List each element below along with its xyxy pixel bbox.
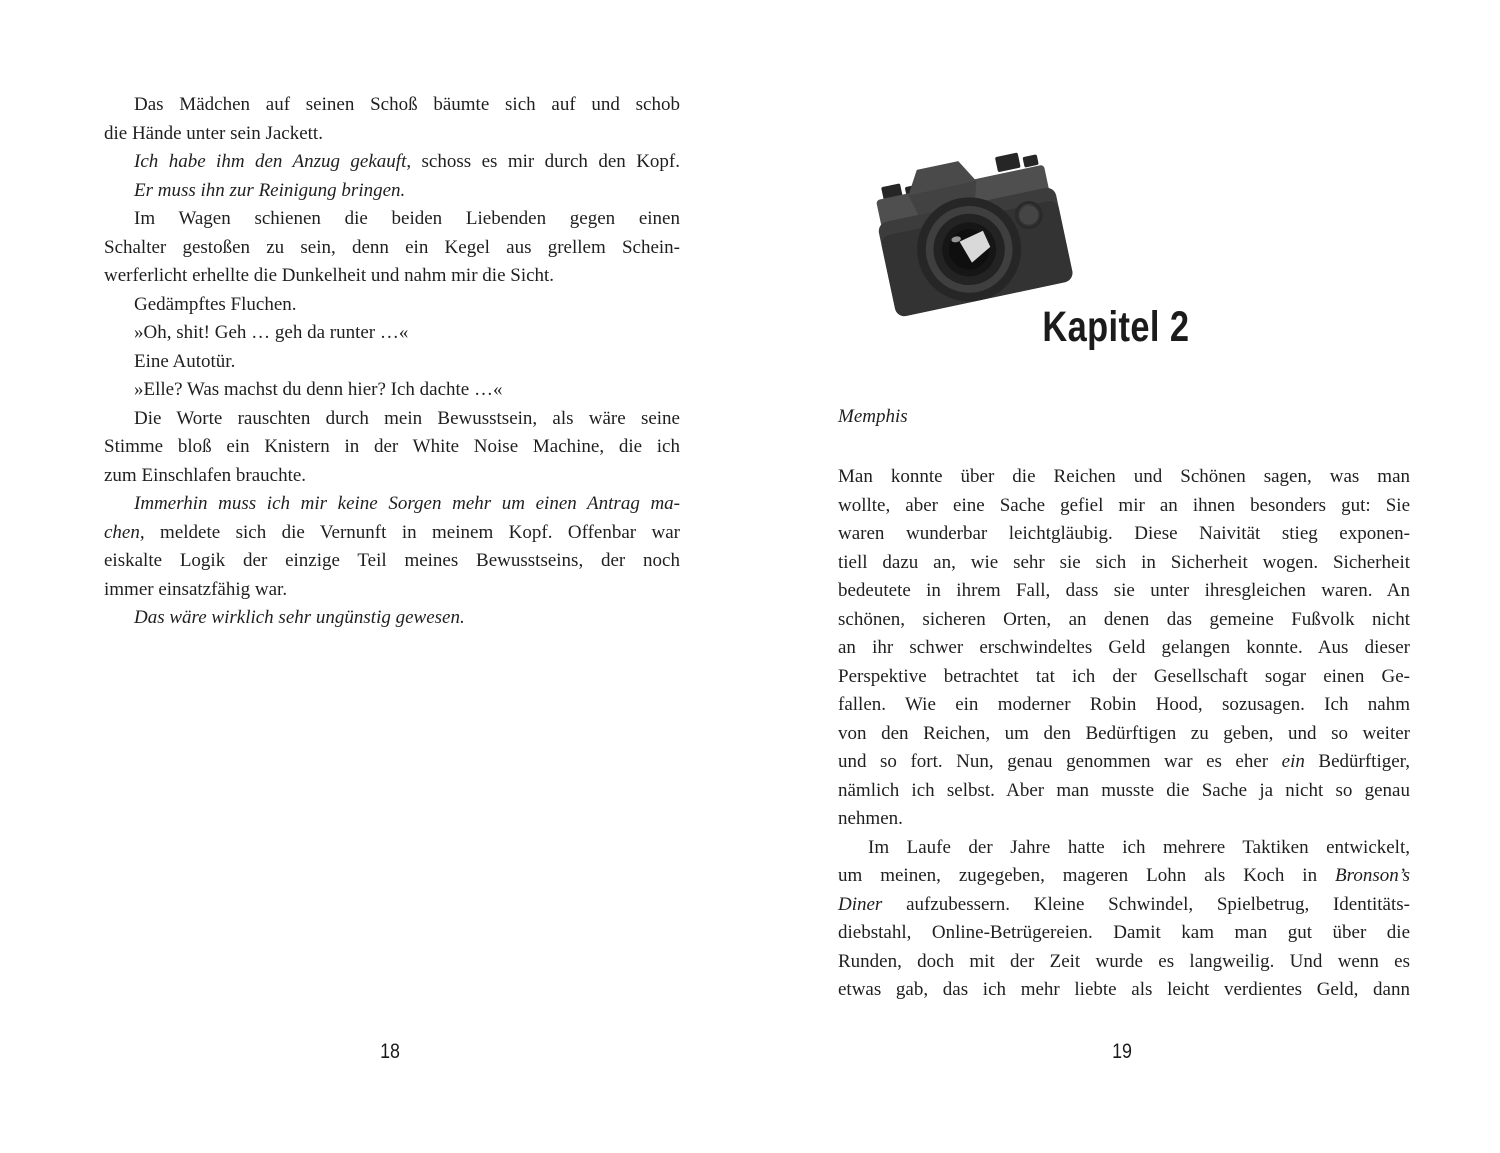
text-line bbox=[838, 948, 1410, 977]
text-line bbox=[838, 663, 1410, 692]
text-line bbox=[838, 748, 1410, 777]
text-segment: eiskalte Logik der einzige Teil meines Bewusstseins, der noch bbox=[104, 550, 680, 571]
text-segment: Eine Autotür. bbox=[134, 350, 236, 372]
text-segment-italic: Bronson’s bbox=[1335, 865, 1410, 886]
text-line bbox=[104, 148, 680, 177]
text-line bbox=[104, 604, 680, 633]
text-segment: Man konnte über die Reichen und Schönen sagen, was man bbox=[838, 466, 1410, 487]
text-segment: etwas gab, das ich mehr liebte als leicht verdientes Geld, dann bbox=[838, 979, 1410, 1000]
text-segment: Gedämpftes Fluchen. bbox=[134, 293, 297, 315]
text-line bbox=[838, 520, 1410, 549]
left-page-text bbox=[104, 91, 680, 633]
camera-knob bbox=[1022, 154, 1038, 167]
text-line bbox=[104, 348, 680, 377]
text-segment-italic: Das wäre wirklich sehr ungünstig gewesen. bbox=[134, 607, 465, 628]
text-line bbox=[838, 976, 1410, 1005]
text-segment: an ihr schwer erschwindeltes Geld gelangen konnte. Aus dieser bbox=[838, 637, 1410, 658]
text-line bbox=[104, 262, 680, 291]
text-line bbox=[838, 634, 1410, 663]
text-segment: Perspektive betrachtet tat ich der Gesellschaft sogar einen Ge- bbox=[838, 665, 1410, 687]
text-line bbox=[104, 519, 680, 548]
text-line bbox=[838, 891, 1410, 920]
text-line bbox=[104, 462, 680, 491]
text-line bbox=[838, 862, 1410, 891]
text-segment-italic: ein bbox=[1281, 751, 1305, 772]
text-line bbox=[104, 319, 680, 348]
text-segment: fallen. Wie ein moderner Robin Hood, sozusagen. Ich nahm bbox=[838, 694, 1410, 715]
text-segment: um meinen, zugegeben, mageren Lohn als Koch in bbox=[838, 865, 1336, 886]
text-segment: nämlich ich selbst. Aber man musste die Sache ja nicht so genau bbox=[838, 779, 1410, 801]
text-segment: Das Mädchen auf seinen Schoß bäumte sich auf und schob bbox=[134, 94, 680, 115]
text-segment: , meldete sich die Vernunft in meinem Kopf. Offenbar war bbox=[139, 521, 680, 543]
text-segment: Die Worte rauschten durch mein Bewusstsein, als wäre seine bbox=[134, 407, 680, 429]
text-segment: werferlicht erhellte die Dunkelheit und nahm mir die Sicht. bbox=[104, 265, 555, 286]
text-line bbox=[838, 577, 1410, 606]
text-line bbox=[838, 919, 1410, 948]
text-segment: Im Wagen schienen die beiden Liebenden gegen einen bbox=[134, 208, 680, 229]
text-line bbox=[104, 120, 680, 149]
text-line bbox=[838, 606, 1410, 635]
text-line bbox=[104, 177, 680, 206]
text-segment: Im Laufe der Jahre hatte ich mehrere Taktiken entwickelt, bbox=[868, 836, 1410, 858]
text-segment: diebstahl, Online-Betrügereien. Damit kam man gut über die bbox=[838, 922, 1410, 943]
text-segment: »Elle? Was machst du denn hier? Ich dachte …« bbox=[134, 379, 503, 400]
text-segment: waren wunderbar leichtgläubig. Diese Naivität stieg exponen- bbox=[838, 523, 1410, 544]
text-segment: wollte, aber eine Sache gefiel mir an ihnen besonders gut: Sie bbox=[838, 494, 1410, 516]
text-segment: Stimme bloß ein Knistern in der White Noise Machine, die ich bbox=[104, 436, 680, 457]
page-number-right: 19 bbox=[1112, 1040, 1132, 1063]
text-line bbox=[104, 205, 680, 234]
camera-illustration bbox=[866, 146, 1078, 324]
chapter-heading: Kapitel 2 bbox=[1042, 303, 1190, 351]
text-segment-italic: Ich habe ihm den Anzug gekauft bbox=[134, 151, 407, 172]
text-line bbox=[838, 463, 1410, 492]
text-line bbox=[104, 547, 680, 576]
text-line bbox=[104, 234, 680, 263]
camera-knob bbox=[995, 152, 1021, 172]
text-line bbox=[104, 291, 680, 320]
right-page-text bbox=[838, 463, 1410, 1005]
text-segment: Bedürftiger, bbox=[1304, 751, 1410, 772]
dateline: Memphis bbox=[838, 406, 908, 427]
text-line bbox=[838, 549, 1410, 578]
text-line bbox=[104, 490, 680, 519]
text-line bbox=[838, 834, 1410, 863]
text-line bbox=[104, 91, 680, 120]
text-line bbox=[838, 492, 1410, 521]
text-segment: bedeutete in ihrem Fall, dass sie unter ihresgleichen waren. An bbox=[838, 580, 1410, 601]
text-line bbox=[838, 691, 1410, 720]
text-line bbox=[104, 576, 680, 605]
text-segment: und so fort. Nun, genau genommen war es eher bbox=[838, 751, 1282, 772]
text-segment: die Hände unter sein Jackett. bbox=[104, 122, 323, 144]
text-line bbox=[838, 777, 1410, 806]
text-segment: nehmen. bbox=[838, 808, 903, 829]
text-segment: von den Reichen, um den Bedürftigen zu geben, und so weiter bbox=[838, 722, 1410, 744]
text-segment-italic: Diner bbox=[838, 893, 883, 915]
text-segment-italic: Er muss ihn zur Reinigung bringen. bbox=[134, 179, 406, 201]
text-segment: Runden, doch mit der Zeit wurde es langweilig. Und wenn es bbox=[838, 950, 1410, 972]
text-segment-italic: Immerhin muss ich mir keine Sorgen mehr um einen Antrag ma- bbox=[134, 493, 680, 514]
text-line bbox=[104, 433, 680, 462]
text-segment: schönen, sicheren Orten, an denen das gemeine Fußvolk nicht bbox=[838, 608, 1410, 630]
text-line bbox=[104, 405, 680, 434]
text-segment: Schalter gestoßen zu sein, denn ein Kegel aus grellem Schein- bbox=[104, 236, 680, 258]
text-segment: aufzubessern. Kleine Schwindel, Spielbetrug, Identitäts- bbox=[882, 893, 1410, 915]
text-line bbox=[104, 376, 680, 405]
text-segment-italic: chen bbox=[104, 521, 140, 543]
chapter-heading-row bbox=[838, 302, 1410, 352]
text-segment: tiell dazu an, wie sehr sie sich in Sicherheit wogen. Sicherheit bbox=[838, 551, 1410, 573]
text-segment: zum Einschlafen brauchte. bbox=[104, 464, 307, 486]
text-line bbox=[838, 720, 1410, 749]
text-segment: , schoss es mir durch den Kopf. bbox=[406, 151, 680, 172]
text-segment: »Oh, shit! Geh … geh da runter …« bbox=[134, 322, 409, 343]
text-segment: immer einsatzfähig war. bbox=[104, 578, 288, 600]
page-number-left: 18 bbox=[380, 1040, 400, 1063]
text-line bbox=[838, 805, 1410, 834]
